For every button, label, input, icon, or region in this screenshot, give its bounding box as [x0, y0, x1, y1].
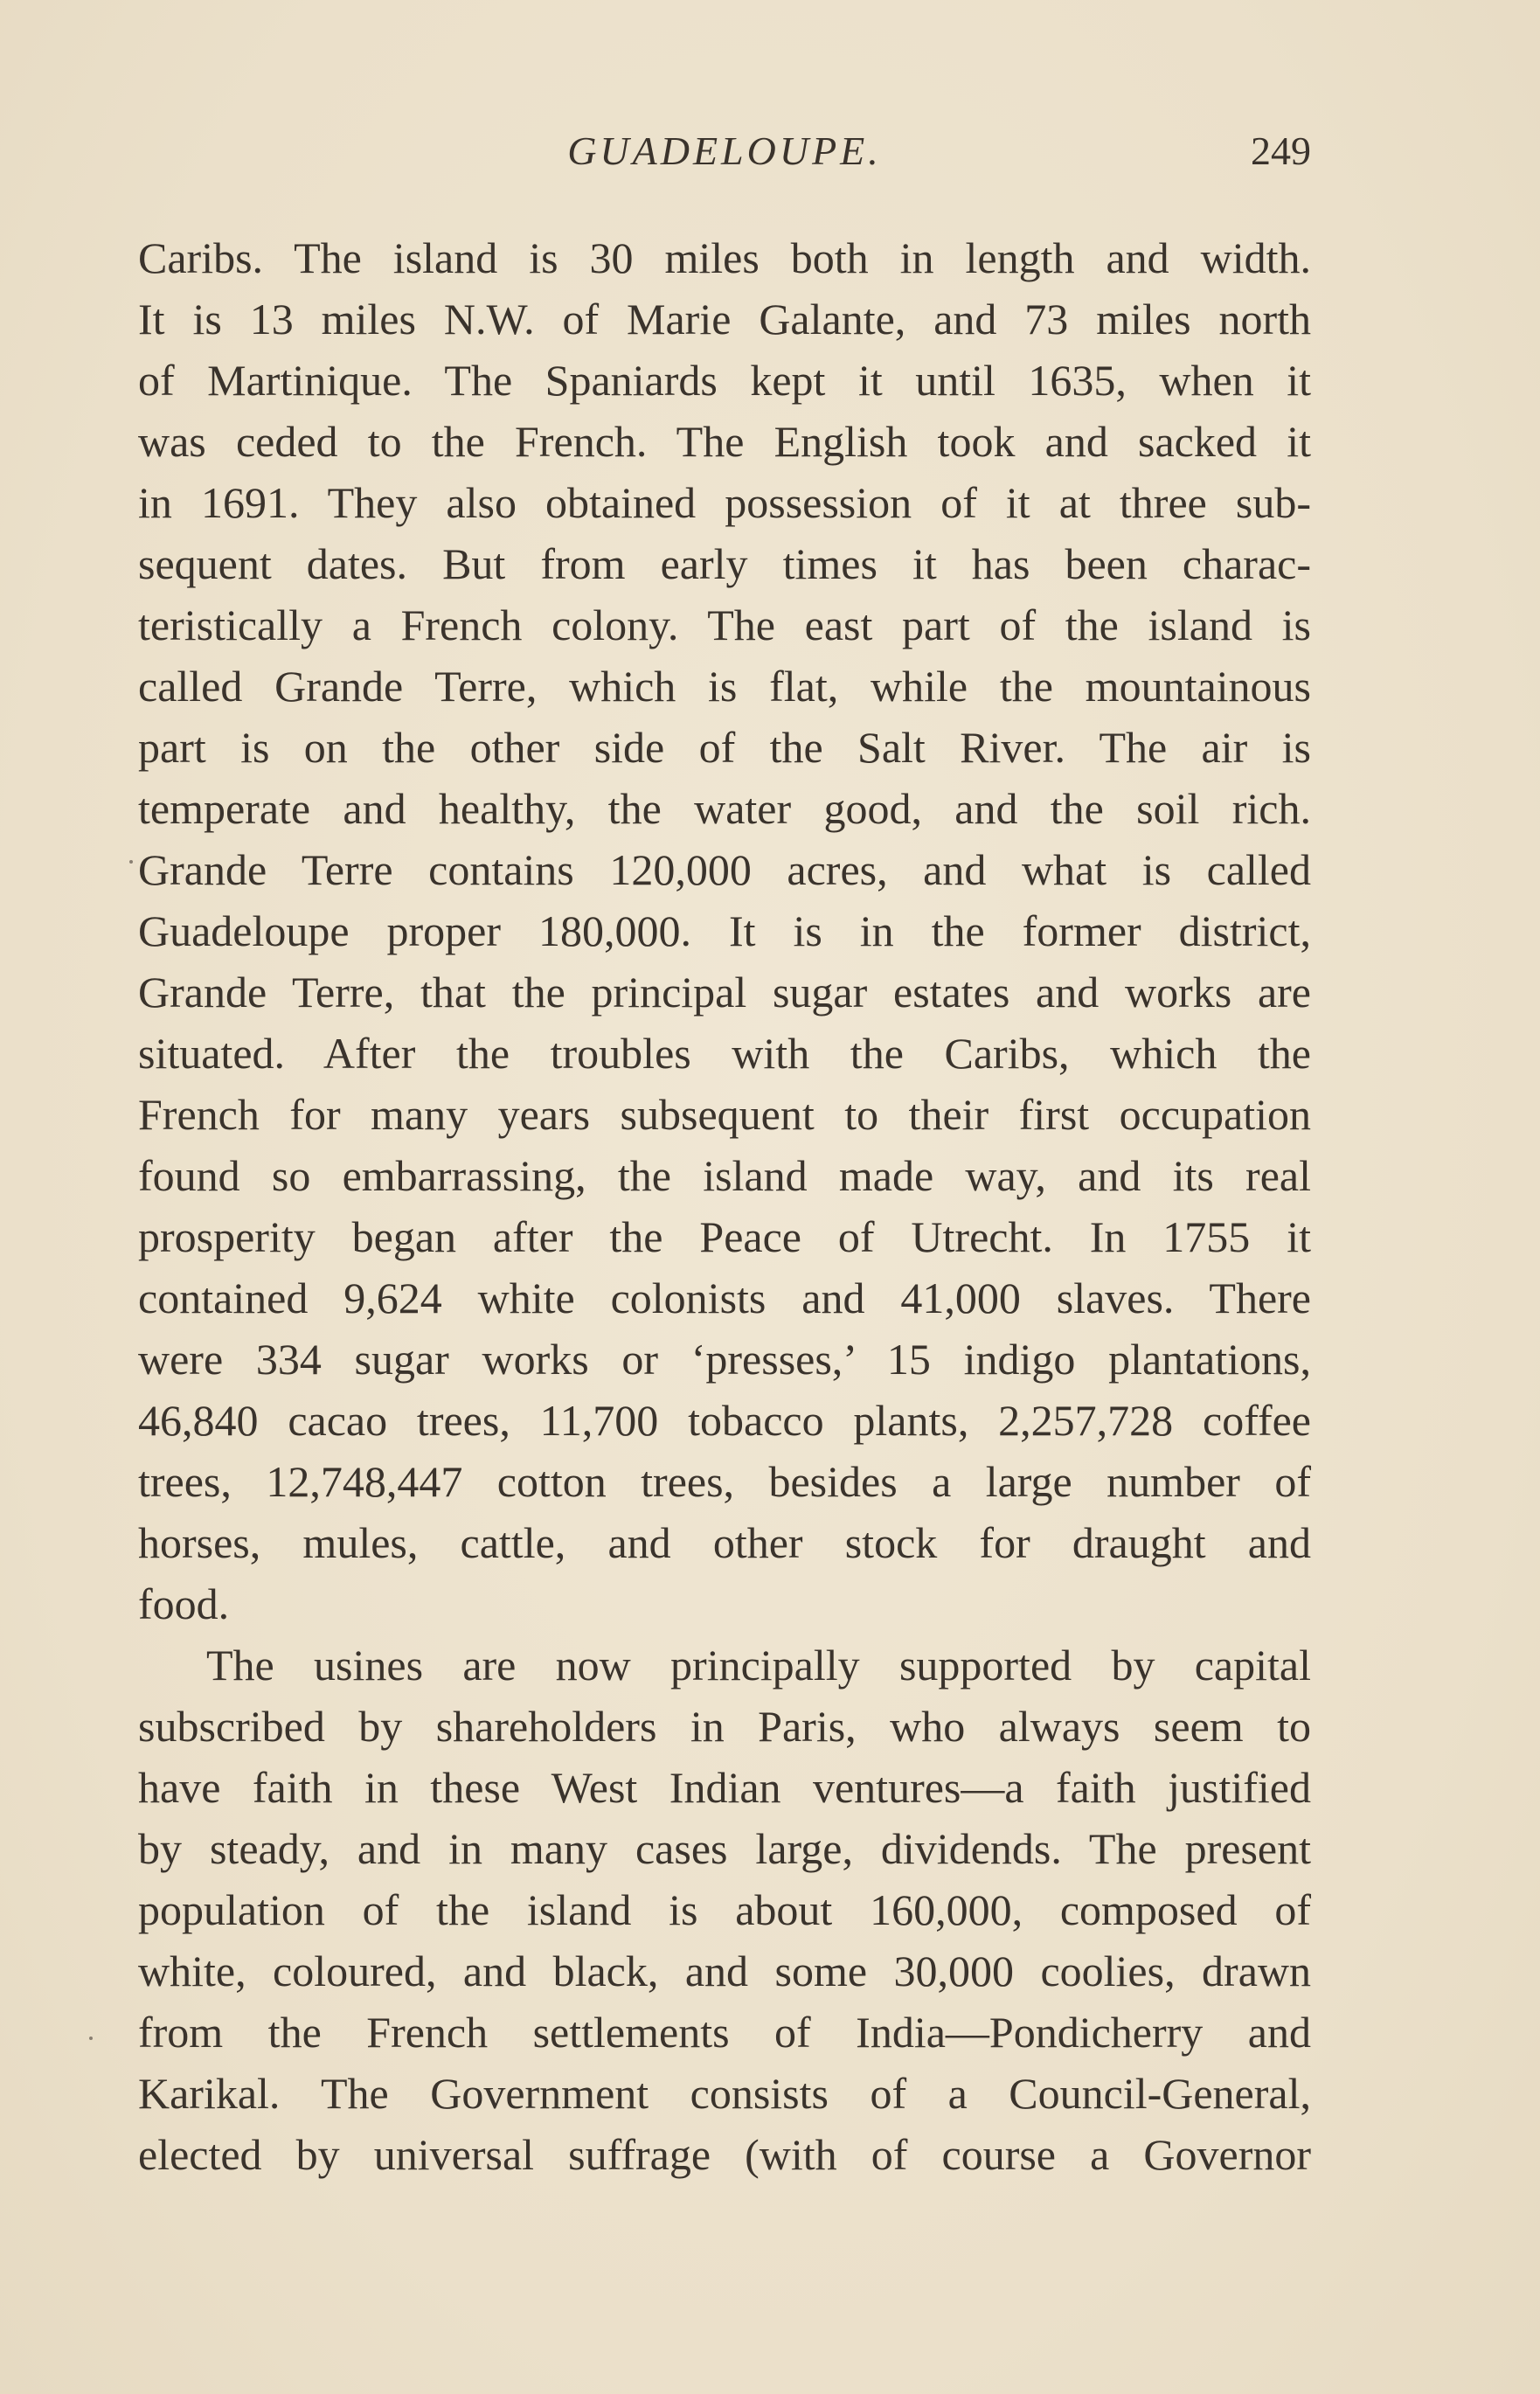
- text-line: food.: [138, 1579, 230, 1628]
- text-line: Guadeloupe proper 180,000. It is in the former district,: [138, 906, 1311, 955]
- text-line: contained 9,624 white colonists and 41,000 slaves. There: [138, 1273, 1311, 1322]
- text-line: Caribs. The island is 30 miles both in length and width.: [138, 233, 1311, 282]
- text-line: part is on the other side of the Salt River. The air is: [138, 723, 1311, 772]
- text-line: white, coloured, and black, and some 30,000 coolies, drawn: [138, 1946, 1311, 1995]
- text-line: situated. After the troubles with the Caribs, which the: [138, 1029, 1311, 1078]
- text-line: Grande Terre, that the principal sugar estates and works are: [138, 968, 1311, 1017]
- running-title: GUADELOUPE.: [567, 128, 882, 173]
- text-line: of Martinique. The Spaniards kept it until 1635, when it: [138, 356, 1311, 405]
- text-line: trees, 12,748,447 cotton trees, besides a large number of: [138, 1457, 1311, 1506]
- text-line: by steady, and in many cases large, dividends. The present: [138, 1824, 1311, 1873]
- margin-speck: [129, 860, 133, 864]
- margin-speck: [89, 2037, 93, 2040]
- paragraph: [138, 227, 1311, 1634]
- text-line: were 334 sugar works or ‘presses,’ 15 indigo plantations,: [138, 1335, 1311, 1384]
- text-line: have faith in these West Indian ventures—a faith justified: [138, 1763, 1311, 1812]
- paragraph: [138, 1634, 1311, 2185]
- text-line: found so embarrassing, the island made way, and its real: [138, 1151, 1311, 1200]
- text-line: elected by universal suffrage (with of course a Governor: [138, 2130, 1311, 2179]
- text-line: temperate and healthy, the water good, and the soil rich.: [138, 784, 1311, 833]
- text-line: The usines are now principally supported by capital: [206, 1641, 1311, 1690]
- text-line: prosperity began after the Peace of Utrecht. In 1755 it: [138, 1212, 1311, 1261]
- text-line: It is 13 miles N.W. of Marie Galante, and 73 miles north: [138, 295, 1311, 343]
- text-line: called Grande Terre, which is flat, while the mountainous: [138, 662, 1311, 711]
- running-head: [138, 121, 1311, 182]
- text-line: subscribed by shareholders in Paris, who always seem to: [138, 1702, 1311, 1751]
- text-line: from the French settlements of India—Pondicherry and: [138, 2008, 1311, 2057]
- page-number: 249: [1251, 128, 1311, 173]
- text-line: Grande Terre contains 120,000 acres, and what is called: [138, 845, 1311, 894]
- text-line: horses, mules, cattle, and other stock for draught and: [138, 1518, 1311, 1567]
- text-line: in 1691. They also obtained possession of it at three sub-: [138, 478, 1311, 527]
- text-line: 46,840 cacao trees, 11,700 tobacco plants, 2,257,728 coffee: [138, 1396, 1311, 1445]
- text-line: French for many years subsequent to their first occupation: [138, 1090, 1311, 1139]
- text-line: Karikal. The Government consists of a Council-General,: [138, 2069, 1311, 2118]
- text-line: teristically a French colony. The east part of the island is: [138, 600, 1311, 649]
- text-line: sequent dates. But from early times it has been charac-: [138, 539, 1311, 588]
- body-text: [138, 227, 1311, 2185]
- text-line: was ceded to the French. The English took and sacked it: [138, 417, 1311, 466]
- text-line: population of the island is about 160,000, composed of: [138, 1885, 1311, 1934]
